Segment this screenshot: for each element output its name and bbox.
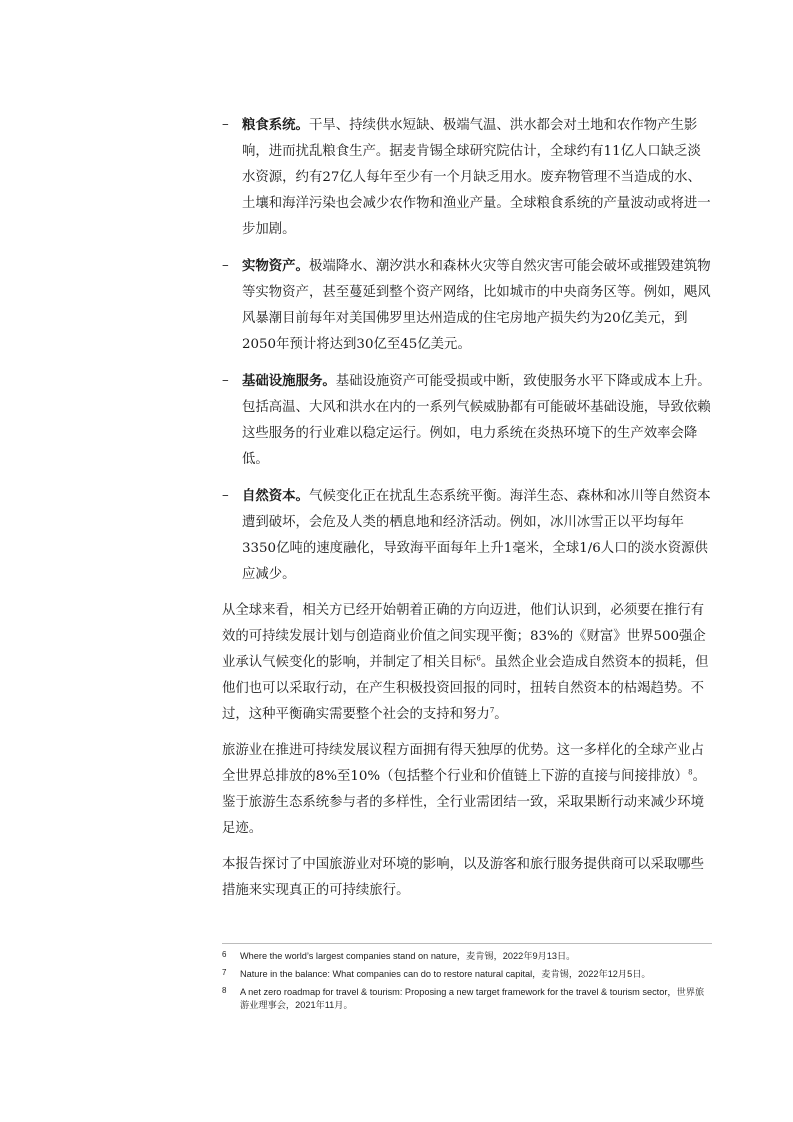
paragraph-text: 。	[494, 707, 508, 722]
footnote-number: 7	[222, 968, 227, 977]
footnote-ref-6[interactable]: 6	[476, 654, 481, 663]
footnote-number: 8	[222, 986, 227, 995]
bullet-dash: –	[222, 488, 229, 503]
footnote-8	[222, 986, 712, 1012]
bullet-dash: –	[222, 373, 229, 388]
paragraph-text: 。虽然企业会造成自然资本的损耗，但他们也可以采取行动，在产生积极投资回报的同时，扭转自然资本的枯竭趋势。不过，这种平衡确实需要整个社会的支持和努力	[222, 655, 709, 722]
bullet-term: 实物资产。	[242, 258, 309, 274]
paragraph-global-progress	[222, 598, 712, 728]
footnote-7	[222, 968, 712, 981]
bullet-term: 基础设施服务。	[242, 373, 336, 389]
footnote-text[interactable]: A net zero roadmap for travel & tourism: Proposing a new target framework for the travel & tourism sector，世界旅游业理事会，2021年11月。	[240, 987, 705, 1010]
main-content	[222, 112, 712, 914]
footnote-6	[222, 950, 712, 963]
paragraph-text: 。鉴于旅游生态系统参与者的多样性，全行业需团结一致，采取果断行动来减少环境足迹。	[222, 769, 706, 836]
bullet-text: 极端降水、潮汐洪水和森林火灾等自然灾害可能会破坏或摧毁建筑物等实物资产，甚至蔓延到整个资产网络，比如城市的中央商务区等。例如，飓风风暴潮目前每年对美国佛罗里达州造成的住宅房地产损失约为20亿美元，到2050年预计将达到30亿至45亿美元。	[242, 259, 711, 352]
bullet-text: 基础设施资产可能受损或中断，致使服务水平下降或成本上升。包括高温、大风和洪水在内的一系列气候威胁都有可能破坏基础设施，导致依赖这些服务的行业难以稳定运行。例如，电力系统在炎热环境下的生产效率会降低。	[242, 374, 711, 467]
footnote-ref-8[interactable]: 8	[688, 768, 693, 777]
bullet-dash: –	[222, 258, 229, 273]
paragraph-text: 旅游业在推进可持续发展议程方面拥有得天独厚的优势。这一多样化的全球产业占全世界总排放的8%至10%（包括整个行业和价值链上下游的直接与间接排放）	[222, 743, 705, 784]
paragraph-text: 从全球来看，相关方已经开始朝着正确的方向迈进，他们认识到，必须要在推行有效的可持续发展计划与创造商业价值之间实现平衡；83%的《财富》世界500强企业承认气候变化的影响，并制定了相关目标	[222, 603, 706, 670]
bullet-physical-assets	[222, 253, 712, 358]
footnote-ref-7[interactable]: 7	[489, 706, 495, 715]
bullet-text: 气候变化正在扰乱生态系统平衡。海洋生态、森林和冰川等自然资本遭到破坏，会危及人类的栖息地和经济活动。例如，冰川冰雪正以平均每年3350亿吨的速度融化，导致海平面每年上升1毫米，全球1/6人口的淡水资源供应减少。	[242, 489, 711, 582]
bullet-infrastructure-services	[222, 368, 712, 473]
footnote-number: 6	[222, 950, 227, 959]
bullet-term: 粮食系统。	[242, 117, 309, 133]
paragraph-report-scope: 本报告探讨了中国旅游业对环境的影响，以及游客和旅行服务提供商可以采取哪些措施来实现真正的可持续旅行。	[222, 857, 705, 898]
footnotes	[222, 943, 712, 1017]
bullet-natural-capital	[222, 483, 712, 588]
footnote-text[interactable]: Nature in the balance: What companies can do to restore natural capital，麦肯锡，2022年12月5日。	[240, 969, 651, 979]
bullet-dash: –	[222, 117, 229, 132]
footnote-text[interactable]: Where the world’s largest companies stand on nature，麦肯锡，2022年9月13日。	[240, 951, 576, 961]
paragraph-tourism-advantage	[222, 738, 712, 842]
bullet-text: 干旱、持续供水短缺、极端气温、洪水都会对土地和农作物产生影响，进而扰乱粮食生产。据麦肯锡全球研究院估计，全球约有11亿人口缺乏淡水资源，约有27亿人每年至少有一个月缺乏用水。废弃物管理不当造成的水、土壤和海洋污染也会减少农作物和渔业产量。全球粮食系统的产量波动或将进一步加剧。	[242, 118, 711, 237]
bullet-food-system	[222, 112, 712, 243]
bullet-term: 自然资本。	[242, 488, 309, 504]
